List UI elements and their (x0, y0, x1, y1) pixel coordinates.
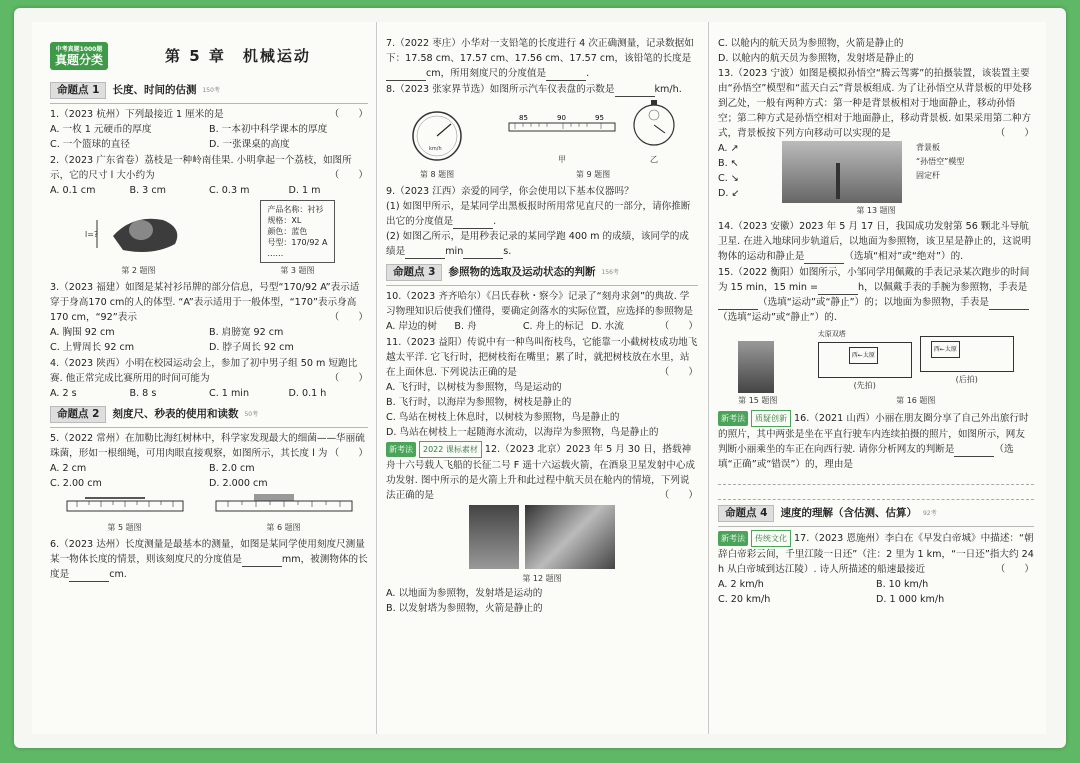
options (50, 325, 368, 355)
question-text: min (445, 246, 464, 257)
option: B. 一本初中科学课本的厚度 (209, 124, 328, 135)
figure-9-b (629, 99, 679, 167)
logo-title: 真题分类 (54, 53, 103, 67)
question-text: （选填“运动”或“静止”）的；以地面为参照物，手表是 (758, 297, 989, 308)
divider (386, 285, 698, 286)
question-17 (718, 530, 1034, 607)
option: A. 2 s (50, 388, 77, 399)
answer-blank[interactable] (546, 70, 586, 81)
option: A. 飞行时，以树枝为参照物，鸟是运动的 (386, 382, 562, 393)
question-14 (718, 219, 1034, 264)
section-header (50, 406, 368, 423)
figure-row (50, 493, 368, 535)
section-header (718, 505, 1034, 522)
divider (50, 103, 368, 104)
figure-label: l=? (85, 230, 99, 239)
question-1 (50, 107, 368, 152)
figure-9-parts (507, 99, 679, 167)
figure-sublabel: (后拍) (955, 375, 978, 384)
stopwatch-illustration (629, 99, 679, 147)
question-stem: 13.（2023 宁波）如图是模拟孙悟空“腾云驾雾”的拍摄装置，该装置主要由“孙悟空”模型和“蓝天白云”背景板组成. 为了让孙悟空从背景板的甲处移到乙处，一般有两种方式：第一种是背景板相对于地面静止，移动孙悟空；第二种方式是孙悟空相对于地面静止，移动背景板. 如果采用第二种方式，背景板按下列方向移动可以实现的是 (718, 68, 1032, 139)
skill-badge: 质疑创新 (751, 410, 791, 427)
option: D. 1 m (288, 185, 321, 196)
option: C. 2.00 cm (50, 478, 102, 489)
figure-caption: 第 5 题图 (107, 523, 142, 532)
question-stem: 5.（2022 常州）在加勒比海红树林中，科学家发现最大的细菌——华丽硫珠菌，形如一根细绳，可用肉眼直接观察，如图所示，其长度 l 为 (50, 433, 365, 459)
question-10 (386, 289, 698, 334)
figure-caption: 第 13 题图 (856, 206, 896, 215)
option: A. 一枚 1 元硬币的厚度 (50, 124, 152, 135)
option: A. 2 cm (50, 463, 87, 474)
section-title: 刻度尺、秒表的使用和读数 (112, 408, 239, 420)
option: A. 以地面为参照物，发射塔是运动的 (386, 588, 543, 599)
figure-caption: 第 16 题图 (896, 396, 936, 405)
question-2 (50, 153, 368, 198)
figure-row (386, 99, 698, 182)
option: D. 2.000 cm (209, 478, 268, 489)
question-4 (50, 356, 368, 401)
question-text: （选填“相对”或“绝对”）的. (844, 251, 964, 262)
section-title: 参照物的选取及运动状态的判断 (448, 266, 596, 278)
question-text: cm，所用刻度尺的分度值是 (426, 68, 547, 79)
option: D. 以舱内的航天员为参照物，发射塔是静止的 (718, 53, 914, 64)
answer-paren: （ ） (995, 128, 1034, 139)
option: A. 2 km/h (718, 579, 764, 590)
chapter-title: 第 5 章 机械运动 (165, 46, 311, 65)
option: B. 以发射塔为参照物，火箭是静止的 (386, 603, 543, 614)
section-tag: 命题点 2 (50, 406, 106, 423)
question-13 (718, 66, 1034, 218)
clothing-tag (260, 200, 334, 263)
question-15 (718, 265, 1034, 408)
column-left (50, 22, 368, 734)
figure-16-b (920, 327, 1014, 393)
option: B. 舟 (454, 321, 477, 332)
column-divider (376, 22, 377, 734)
figure-6 (214, 493, 354, 535)
option: B. ↖ (718, 158, 739, 169)
option: B. 2.0 cm (209, 463, 255, 474)
question-text: s. (503, 246, 512, 257)
options (50, 461, 368, 491)
answer-paren: （ ） (329, 312, 368, 323)
section-tag: 命题点 1 (50, 82, 106, 99)
options (50, 183, 368, 198)
section-note: 150考 (202, 87, 220, 94)
figure-row (718, 327, 1034, 408)
answer-paren: （ ） (659, 321, 698, 332)
divider (50, 427, 368, 428)
paper-sheet (14, 8, 1066, 748)
option: B. 肩膀宽 92 cm (209, 327, 284, 338)
station-label: 太原双塔 (817, 330, 846, 338)
divider (718, 526, 1034, 527)
ruler-illustration (507, 111, 617, 147)
question-stem: 9.（2023 江西）亲爱的同学，你会使用以下基本仪器吗？ (386, 186, 634, 197)
option: A. 0.1 cm (50, 185, 96, 196)
column-right (718, 22, 1034, 734)
option: B. 飞行时，以海岸为参照物，树枝是静止的 (386, 397, 572, 408)
new-method-badge: 新考法 (386, 442, 416, 457)
figure-8 (405, 106, 469, 182)
question-7 (386, 36, 698, 81)
section-header (50, 82, 368, 99)
answer-blank[interactable] (463, 248, 503, 259)
question-9: 9.（2023 江西）亲爱的同学，你会使用以下基本仪器吗？ (1) 如图甲所示，是某同学出黑板报时所用常见直尺的一部分，请你推断出它的分度值是 . (2) 如图乙所示，是用秒表记录的某同学跑 400 m 的成绩，该同学的成绩是 min s. (386, 184, 698, 259)
question-stem: 6.（2023 达州）长度测量是最基本的测量，如图是某同学使用刻度尺测量某一物体长度的情景，则该刻度尺的分度值是 (50, 539, 365, 565)
answer-blank[interactable] (405, 248, 445, 259)
figure-sublabel: (先拍) (853, 381, 876, 390)
lychee-hand-illustration (83, 206, 193, 258)
options (386, 319, 660, 334)
option: C. 1 min (209, 388, 250, 399)
figure-label: 背景板 (916, 143, 940, 152)
gauge-unit: km/h (429, 146, 442, 152)
option: C. 鸟站在树枝上休息时，以树枝为参照物，鸟是静止的 (386, 412, 620, 423)
question-text: cm. (109, 569, 127, 580)
option: D. 一张课桌的高度 (209, 139, 290, 150)
question-stem: 14.（2023 安徽）2023 年 5 月 17 日，我国成功发射第 56 颗北斗导航卫星. 在进入地球同步轨道后，以地面为参照物，该卫星是静止的，这说明物体的运动和静止是 (718, 221, 1032, 262)
option: A. 岸边的树 (386, 321, 437, 332)
question-stem: 7.（2022 枣庄）小华对一支铅笔的长度进行 4 次正确测量，记录数据如下：17.58 cm、17.57 cm、17.56 cm、17.57 cm，该铅笔的长度是 (386, 38, 694, 64)
question-stem: 2.（2023 广东省卷）荔枝是一种岭南佳果. 小明拿起一个荔枝，如图所示，它的尺寸 l 大小约为 (50, 155, 352, 181)
answer-paren: （ ） (329, 448, 368, 459)
figure-16-parts (818, 327, 1014, 393)
answer-paren: （ ） (995, 564, 1034, 575)
chapter-header (50, 36, 368, 76)
figure-16-a (818, 327, 912, 393)
question-stem: 8.（2023 张家界节选）如图所示汽车仪表盘的示数是 (386, 84, 615, 95)
road-sign: 西←太原 (849, 347, 878, 364)
option: C. 0.3 m (209, 185, 250, 196)
answer-blank[interactable] (386, 70, 426, 81)
answer-line[interactable] (718, 472, 1034, 485)
new-method-badge: 新考法 (718, 531, 748, 546)
section-note: 50考 (244, 411, 259, 418)
culture-badge: 传统文化 (751, 530, 791, 547)
answer-blank[interactable] (69, 571, 109, 582)
answer-blank[interactable] (804, 253, 844, 264)
option: C. 一个篮球的直径 (50, 139, 130, 150)
answer-paren: （ ） (659, 490, 698, 501)
rocket-photo (469, 505, 519, 569)
question-12 (386, 441, 698, 616)
car-window-sketch (818, 342, 912, 378)
question-3 (50, 280, 368, 355)
figure-sublabel: 甲 (558, 155, 566, 164)
options (50, 122, 368, 152)
figure-9-a (507, 111, 617, 167)
question-stem: 1.（2023 杭州）下列最接近 1 厘米的是 (50, 109, 224, 120)
fixed-pole (836, 163, 840, 199)
new-method-badge: 新考法 (718, 411, 748, 426)
figure-labels (916, 141, 964, 183)
options (718, 577, 1034, 607)
figure-12 (386, 505, 698, 569)
figure-caption: 第 6 题图 (266, 523, 301, 532)
astronaut-cabin-photo (525, 505, 615, 569)
question-text: km/h. (654, 84, 682, 95)
options (386, 586, 698, 616)
answer-blank[interactable] (242, 556, 282, 567)
question-11 (386, 335, 698, 440)
section-header (386, 264, 698, 281)
option: C. 以舱内的航天员为参照物，火箭是静止的 (718, 38, 904, 49)
answer-paren: （ ） (329, 170, 368, 181)
figure-caption: 第 12 题图 (522, 574, 562, 583)
options (718, 36, 1034, 66)
runner-photo (738, 341, 774, 393)
answer-blank[interactable] (718, 299, 758, 310)
question-5 (50, 431, 368, 491)
ruler-tick-label: 90 (557, 114, 566, 122)
tag-line: 规格：XL (267, 216, 302, 225)
question-text: . (586, 68, 590, 79)
option: D. 水流 (591, 321, 624, 332)
figure-sublabel: 乙 (650, 155, 658, 164)
figure-caption: 第 9 题图 (575, 170, 611, 179)
figure-caption: 第 8 题图 (419, 170, 455, 179)
option: B. 10 km/h (876, 579, 929, 590)
options (50, 386, 368, 401)
answer-blank[interactable] (453, 218, 493, 229)
column-divider (708, 22, 709, 734)
sub-question: (2) 如图乙所示，是用秒表记录的某同学跑 400 m 的成绩，该同学的成绩是 (386, 231, 689, 257)
question-stem: 12.（2023 北京）2023 年 5 月 30 日，搭载神舟十六号载人飞船的长征二号 F 遥十六运载火箭，在酒泉卫星发射中心成功发射. 图中所示的是火箭上升和此过程中航天员在舱内的情境，下列说法正确的是 (386, 444, 696, 501)
question-text: （选填“正确”或“错误”）的，理由是 (718, 444, 1014, 470)
section-note: 156考 (601, 269, 619, 276)
tag-line: …… (267, 249, 284, 258)
options (718, 141, 768, 201)
brand-logo (50, 42, 108, 70)
option: B. 3 cm (129, 185, 166, 196)
figure-caption: 第 2 题图 (121, 266, 156, 275)
ruler-illustration (65, 493, 185, 515)
figure-caption: 第 3 题图 (280, 266, 315, 275)
question-stem: 15.（2022 衡阳）如图所示，小邹同学用佩戴的手表记录某次跑步的时间为 15 min，15 min = (718, 267, 1030, 293)
sub-question: (1) 如图甲所示，是某同学出黑板报时所用常见直尺的一部分，请你推断出它的分度值是 (386, 201, 691, 227)
figure-9 (507, 99, 679, 182)
option: D. 0.1 h (288, 388, 327, 399)
question-stem: 16.（2021 山西）小丽在朋友圈分享了自己外出旅行时的照片，其中两张是坐在平直行驶车内连续拍摄的照片，如图所示，网友判断小丽乘坐的车正在向西行驶. 请你分析网友的判断是 (718, 413, 1029, 455)
road-sign: 西←太原 (931, 341, 960, 358)
speedometer-illustration (405, 106, 469, 162)
question-text: h，以佩戴手表的手腕为参照物，手表是 (858, 282, 1028, 293)
figure-label: 固定杆 (916, 171, 940, 180)
question-8 (386, 82, 698, 97)
column-middle (386, 22, 698, 734)
option: C. 舟上的标记 (522, 321, 584, 332)
figure-3 (260, 200, 334, 278)
question-stem: 3.（2023 福建）如图是某衬衫吊牌的部分信息，号型“170/92 A”表示适穿于身高170 cm的人的体型. “A”表示适用于一般体型，“170”表示身高 170 cm，“92”表示 (50, 282, 360, 323)
answer-line[interactable] (718, 487, 1034, 500)
option: D. 1 000 km/h (876, 594, 945, 605)
figure-row (50, 200, 368, 278)
option: A. 胸围 92 cm (50, 327, 115, 338)
figure-label: “孙悟空”模型 (916, 157, 965, 166)
question-16 (718, 410, 1034, 500)
answer-paren: （ ） (329, 373, 368, 384)
section-note: 92考 (922, 510, 937, 517)
ruler-tick-label: 95 (595, 114, 604, 122)
figure-2 (83, 206, 193, 278)
option: D. 脖子周长 92 cm (209, 342, 294, 353)
source-badge: 2022 课标素材 (419, 441, 482, 458)
answer-blank[interactable] (818, 284, 858, 295)
tag-line: 号型：170/92 A (267, 238, 328, 247)
figure-5 (65, 493, 185, 535)
option: D. 鸟站在树枝上一起随海水流动，以海岸为参照物，鸟是静止的 (386, 427, 659, 438)
section-title: 速度的理解（含估测、估算） (780, 507, 917, 519)
answer-paren: （ ） (329, 109, 368, 120)
options (386, 380, 698, 440)
option: C. 20 km/h (718, 594, 771, 605)
option: B. 8 s (129, 388, 157, 399)
option: D. ↙ (718, 188, 740, 199)
answer-blank[interactable] (615, 86, 655, 97)
option: C. ↘ (718, 173, 739, 184)
ruler-tick-label: 85 (519, 114, 528, 122)
section-tag: 命题点 3 (386, 264, 442, 281)
question-stem: 11.（2023 益阳）传说中有一种鸟叫衔枝鸟，它能靠一小截树枝成功地飞越太平洋. 它飞行时，把树枝衔在嘴里；累了时，就把树枝放在水里，站在上面休息. 下列说法正确的是 (386, 337, 698, 378)
question-text: （选填“运动”或“静止”）的. (718, 312, 837, 323)
figure-15 (738, 341, 777, 408)
page-content (32, 22, 1046, 734)
spacer (920, 327, 1014, 336)
figure-16 (818, 327, 1014, 408)
answer-blank[interactable] (954, 446, 994, 457)
option: A. ↗ (718, 143, 739, 154)
car-window-sketch (920, 336, 1014, 372)
tag-line: 颜色：蓝色 (267, 227, 308, 236)
section-title: 长度、时间的估测 (112, 84, 197, 96)
ruler-illustration (214, 493, 354, 515)
logo-subtitle: 中考真题1000题 (55, 46, 103, 53)
answer-blank[interactable] (989, 299, 1029, 310)
question-6 (50, 537, 368, 582)
cloud-backdrop-photo (782, 141, 902, 203)
figure-13 (718, 141, 1034, 203)
question-stem: 17.（2023 恩施州）李白在《早发白帝城》中描述：“朝辞白帝彩云间，千里江陵一日还”（注：2 里为 1 km，“一日还”指大约 24 h 从白帝城到达江陵）. 诗人所描述的船速最接近 (718, 533, 1034, 575)
figure-caption: 第 15 题图 (738, 396, 778, 405)
option: C. 上臂周长 92 cm (50, 342, 135, 353)
question-stem: 10.（2023 齐齐哈尔）《吕氏春秋・察今》记录了“刻舟求剑”的典故. 学习物理知识后使我们懂得，要确定剑落水的实际位置，应选择的参照物是 (386, 291, 693, 317)
answer-paren: （ ） (659, 367, 698, 378)
tag-line: 产品名称：衬衫 (267, 205, 324, 214)
question-stem: 4.（2023 陕西）小明在校园运动会上，参加了初中男子组 50 m 短跑比赛. 他正常完成比赛所用的时间可能为 (50, 358, 358, 384)
question-text: mm，被测物体的长度是 (50, 554, 368, 580)
section-tag: 命题点 4 (718, 505, 774, 522)
